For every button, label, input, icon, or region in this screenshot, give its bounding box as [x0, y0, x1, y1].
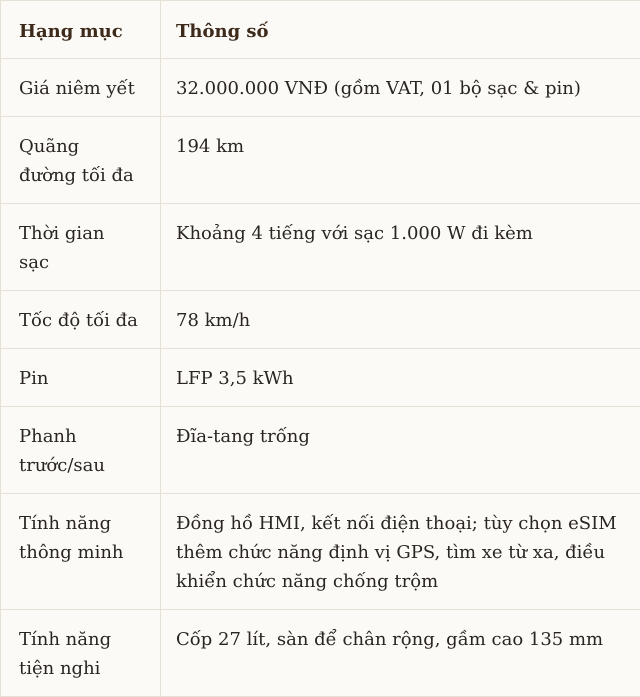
row-item-label: Giá niêm yết [1, 59, 161, 117]
table-header-row [1, 1, 640, 59]
row-item-label: Thời gian sạc [1, 204, 161, 291]
row-spec-value: LFP 3,5 kWh [161, 349, 640, 407]
column-header-item: Hạng mục [1, 1, 161, 59]
table-row [1, 494, 640, 610]
table-row [1, 407, 640, 494]
row-spec-value: Khoảng 4 tiếng với sạc 1.000 W đi kèm [161, 204, 640, 291]
table-row [1, 59, 640, 117]
row-spec-value: 32.000.000 VNĐ (gồm VAT, 01 bộ sạc & pin) [161, 59, 640, 117]
table-row [1, 610, 640, 697]
row-item-label: Pin [1, 349, 161, 407]
row-item-label: Quãng đường tối đa [1, 117, 161, 204]
row-spec-value: Cốp 27 lít, sàn để chân rộng, gầm cao 135 mm [161, 610, 640, 697]
table-row [1, 349, 640, 407]
row-item-label: Phanh trước/sau [1, 407, 161, 494]
row-item-label: Tốc độ tối đa [1, 291, 161, 349]
row-spec-value: Đồng hồ HMI, kết nối điện thoại; tùy chọn eSIM thêm chức năng định vị GPS, tìm xe từ xa, điều khiển chức năng chống trộm [161, 494, 640, 610]
row-spec-value: 194 km [161, 117, 640, 204]
table-row [1, 117, 640, 204]
column-header-spec: Thông số [161, 1, 640, 59]
row-spec-value: 78 km/h [161, 291, 640, 349]
row-spec-value: Đĩa-tang trống [161, 407, 640, 494]
table-row [1, 204, 640, 291]
table-row [1, 291, 640, 349]
row-item-label: Tính năng tiện nghi [1, 610, 161, 697]
row-item-label: Tính năng thông minh [1, 494, 161, 610]
